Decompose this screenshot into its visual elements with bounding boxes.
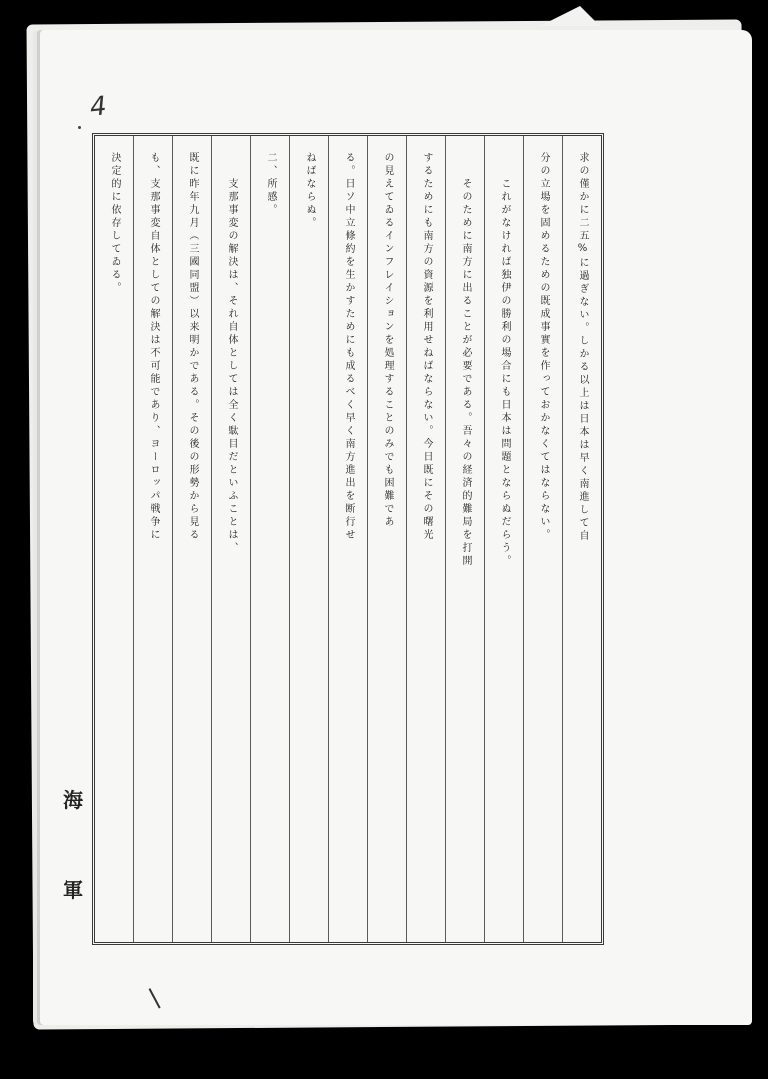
section-heading: 二、所感。	[265, 152, 276, 217]
text-column	[368, 136, 407, 942]
column-text: ねばならぬ。	[304, 152, 315, 230]
column-text: 決定的に依存してゐる。	[109, 152, 120, 295]
text-column	[524, 136, 563, 942]
text-column	[329, 136, 368, 942]
manuscript-frame	[92, 133, 604, 945]
text-column	[407, 136, 446, 942]
text-column	[173, 136, 212, 942]
text-column	[485, 136, 524, 942]
text-column	[95, 136, 134, 942]
column-text: も、支那事変自体としての解決は不可能であり、ヨーロッパ戦争に	[148, 152, 159, 542]
column-text: る。日ソ中立條約を生かすためにも成るべく早く南方進出を断行せ	[343, 152, 354, 542]
text-column	[251, 136, 290, 942]
text-column	[290, 136, 329, 942]
column-text: 分の立場を固めるための既成事實を作っておかなくてはならない。	[538, 152, 549, 542]
text-column	[134, 136, 173, 942]
margin-label-char: 海	[63, 788, 83, 812]
text-column	[563, 136, 601, 942]
page-number: 4	[88, 91, 109, 123]
column-text: するためにも南方の資源を利用せねばならない。今日既にその曙光	[421, 152, 432, 542]
column-text: そのために南方に出ることが必要である。吾々の経済的難局を打開	[460, 178, 471, 568]
column-text: の見えてゐるインフレイションを処理することのみでも困難であ	[382, 152, 393, 529]
text-columns	[95, 136, 601, 942]
text-column	[446, 136, 485, 942]
column-text: これがなければ独伊の勝利の場合にも日本は問題とならぬだらう。	[499, 178, 510, 568]
column-text: 既に昨年九月（三國同盟）以来明かである。その後の形勢から見る	[187, 152, 198, 542]
margin-label-char: 軍	[63, 878, 83, 902]
page-number-mark	[78, 126, 81, 129]
paper-corner	[540, 6, 600, 26]
text-column	[212, 136, 251, 942]
margin-label	[58, 790, 88, 900]
column-text: 求の僅かに二五%に過ぎない。しかる以上は日本は早く南進して自	[577, 152, 588, 543]
column-text: 支那事変の解決は、それ自体としては全く駄目だといふことは、	[226, 178, 237, 555]
